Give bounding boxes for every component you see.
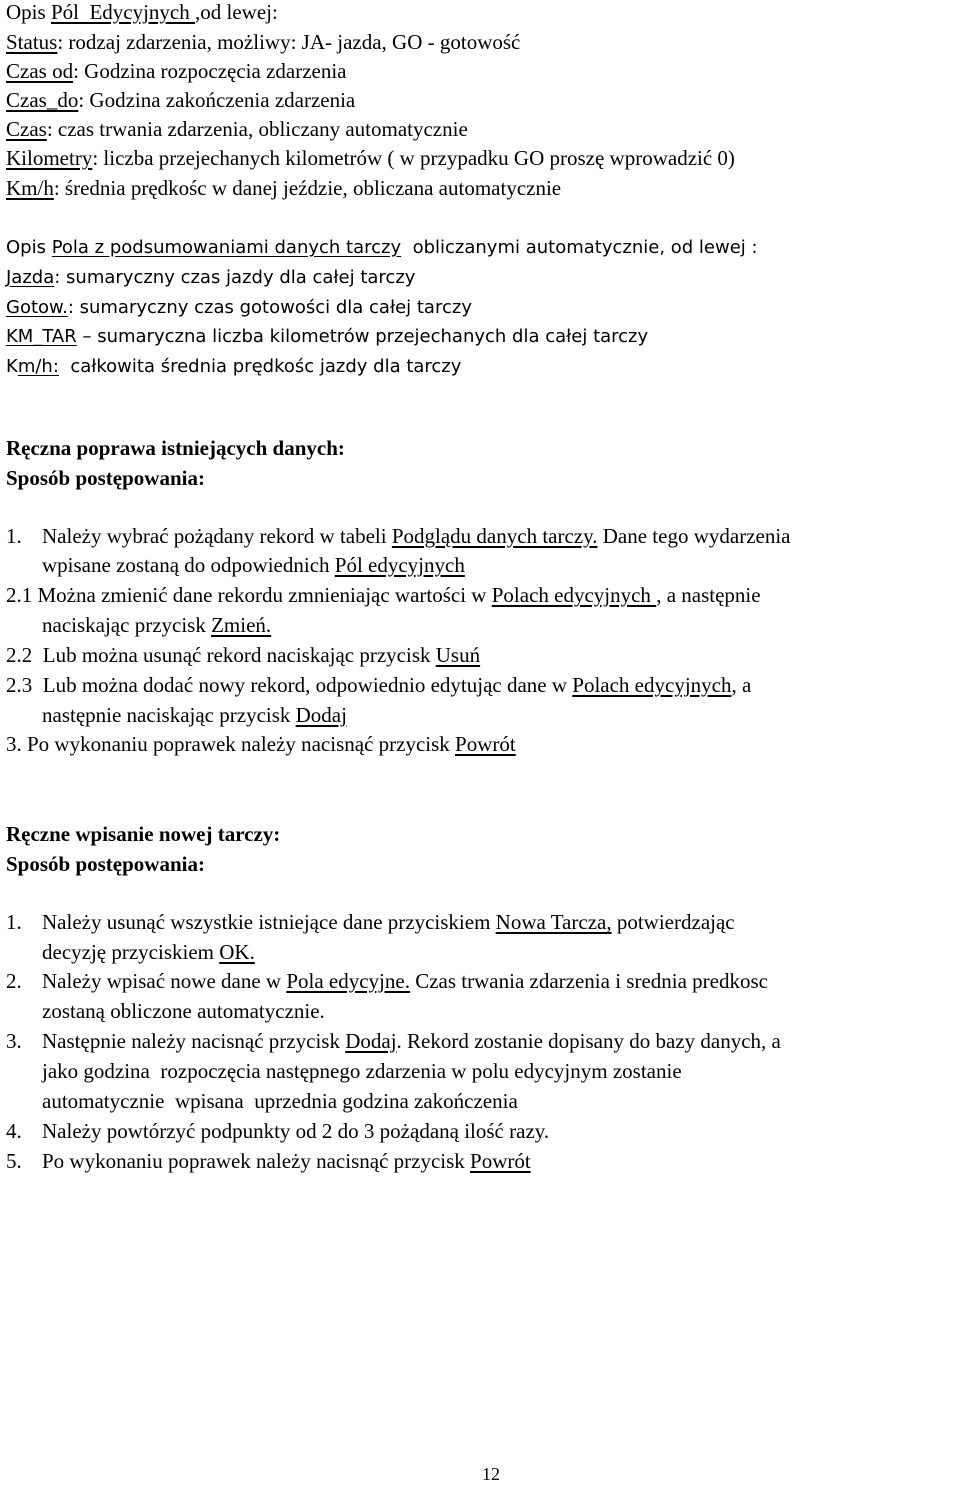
step-text: następnie naciskając przycisk: [42, 703, 296, 727]
step-text: 2.2 Lub można usunąć rekord naciskając przycisk: [6, 643, 436, 667]
item-5-line: [42, 1147, 531, 1175]
edit-fields-link[interactable]: Polach edycyjnych: [572, 673, 732, 697]
manual-fix-subtitle: Sposób postępowania:: [6, 466, 205, 490]
return-button-link[interactable]: Powrót: [470, 1149, 531, 1173]
step-text: 3. Po wykonaniu poprawek należy nacisnąć przycisk: [6, 732, 456, 756]
czas-do-description: : Godzina zakończenia zdarzenia: [78, 88, 356, 112]
jazda-line: [6, 264, 415, 292]
page-number: 12: [482, 1464, 500, 1484]
heading-text: obliczanymi automatycznie, od lewej :: [401, 237, 758, 258]
status-description: : rodzaj zdarzenia, możliwy: JA- jazda, GO - gotowość: [57, 30, 521, 54]
step-text: Należy wybrać pożądany rekord w tabeli: [42, 524, 392, 548]
add-button-link[interactable]: Dodaj: [345, 1029, 397, 1053]
item-1-line-2: [42, 938, 255, 966]
change-button-link[interactable]: Zmień.: [211, 613, 272, 637]
kmtar-line: [6, 323, 648, 351]
step-text: 2.1 Można zmienić dane rekordu zmnieniając wartości w: [6, 583, 492, 607]
ok-button-link[interactable]: OK.: [219, 940, 255, 964]
item-1-number: 1.: [6, 910, 22, 934]
edit-fields-link[interactable]: Pól edycyjnych: [334, 553, 465, 577]
kmtar-link[interactable]: KM_TAR: [6, 326, 77, 347]
czas-od-line: [6, 57, 347, 85]
item-5-number: 5.: [6, 1149, 22, 1173]
czas-od-description: : Godzina rozpoczęcia zdarzenia: [73, 59, 347, 83]
step-2-2-line: [6, 641, 480, 669]
czas-od-link[interactable]: Czas od: [6, 59, 74, 83]
item-text: decyzję przyciskiem: [42, 940, 220, 964]
kilometry-description: : liczba przejechanych kilometrów ( w przypadku GO proszę wprowadzić 0): [92, 146, 735, 170]
czas-line: [6, 115, 468, 143]
item-3-number: 3.: [6, 1029, 22, 1053]
item-2-line-1: [42, 967, 768, 995]
delete-button-link[interactable]: Usuń: [435, 643, 481, 667]
manual-fix-title: Ręczna poprawa istniejących danych:: [6, 436, 345, 460]
edit-fields-link[interactable]: Pola edycyjne.: [286, 969, 410, 993]
kmh-description: : średnia prędkośc w danej jeździe, obliczana automatycznie: [53, 176, 562, 200]
heading-text: Opis: [6, 0, 51, 24]
step-text: 2.3 Lub można dodać nowy rekord, odpowiednio edytując dane w: [6, 673, 573, 697]
czas-description: : czas trwania zdarzenia, obliczany automatycznie: [46, 117, 468, 141]
return-button-link[interactable]: Powrót: [455, 732, 516, 756]
new-disc-title: Ręczne wpisanie nowej tarczy:: [6, 822, 281, 846]
jazda-link[interactable]: Jazda: [6, 267, 55, 288]
item-text: potwierdzając: [611, 910, 735, 934]
item-text: Po wykonaniu poprawek należy nacisnąć przycisk: [42, 1149, 471, 1173]
item-text: Należy usunąć wszystkie istniejące dane przyciskiem: [42, 910, 496, 934]
step-text: Dane tego wydarzenia: [597, 524, 791, 548]
kmh-total-description: całkowita średnia prędkośc jazdy dla tarczy: [58, 356, 462, 377]
item-text: Czas trwania zdarzenia i srednia predkosc: [409, 969, 768, 993]
jazda-description: : sumaryczny czas jazdy dla całej tarczy: [54, 267, 416, 288]
step-2-3-line-1: [6, 671, 751, 699]
step-text: , a: [731, 673, 752, 697]
item-text: . Rekord zostanie dopisany do bazy danych, a: [396, 1029, 781, 1053]
item-text: Następnie należy nacisnąć przycisk: [42, 1029, 346, 1053]
summary-heading: [6, 234, 758, 262]
item-2-line-2: zostaną obliczone automatycznie.: [42, 999, 325, 1023]
heading-text: ,od lewej:: [195, 0, 278, 24]
summary-fields-link[interactable]: Pola z podsumowaniami danych tarczy: [51, 237, 402, 258]
step-1-line-1: [42, 522, 791, 550]
kmh-total-link[interactable]: m/h:: [17, 356, 59, 377]
step-1-number: 1.: [6, 524, 22, 548]
czas-link[interactable]: Czas: [6, 117, 47, 141]
kmh-link[interactable]: Km/h: [6, 176, 54, 200]
gotow-description: : sumaryczny czas gotowości dla całej tarczy: [67, 297, 472, 318]
item-text: Należy wpisać nowe dane w: [42, 969, 287, 993]
step-text: , a następnie: [656, 583, 761, 607]
step-2-1-line-1: [6, 581, 761, 609]
gotow-line: [6, 294, 472, 322]
preview-table-link[interactable]: Podglądu danych tarczy.: [391, 524, 598, 548]
edit-fields-link[interactable]: Polach edycyjnych: [491, 583, 657, 607]
status-line: [6, 28, 520, 56]
new-disc-subtitle: Sposób postępowania:: [6, 852, 205, 876]
new-disc-button-link[interactable]: Nowa Tarcza,: [495, 910, 612, 934]
kilometry-line: [6, 144, 735, 172]
czas-do-link[interactable]: Czas_do: [6, 88, 79, 112]
kmh-total-line: [6, 353, 461, 381]
fields-heading: [6, 0, 278, 26]
item-3-line-1: [42, 1027, 781, 1055]
step-text: wpisane zostaną do odpowiednich: [42, 553, 335, 577]
status-link[interactable]: Status: [6, 30, 58, 54]
edit-fields-link[interactable]: Pól Edycyjnych: [50, 0, 196, 24]
kmtar-description: – sumaryczna liczba kilometrów przejechanych dla całej tarczy: [76, 326, 649, 347]
kmh-total-letter: K: [6, 356, 18, 377]
item-4-number: 4.: [6, 1119, 22, 1143]
add-button-link[interactable]: Dodaj: [295, 703, 347, 727]
kmh-line: [6, 174, 561, 202]
step-1-line-2: [42, 551, 465, 579]
item-4-line: Należy powtórzyć podpunkty od 2 do 3 pożądaną ilość razy.: [42, 1119, 550, 1143]
kilometry-link[interactable]: Kilometry: [6, 146, 93, 170]
item-2-number: 2.: [6, 969, 22, 993]
step-2-1-line-2: [42, 611, 271, 639]
item-3-line-3: automatycznie wpisana uprzednia godzina zakończenia: [42, 1089, 518, 1113]
heading-text: Opis: [6, 237, 52, 258]
step-2-3-line-2: [42, 701, 347, 729]
gotow-link[interactable]: Gotow.: [6, 297, 68, 318]
item-3-line-2: jako godzina rozpoczęcia następnego zdarzenia w polu edycyjnym zostanie: [42, 1059, 682, 1083]
czas-do-line: [6, 86, 355, 114]
step-3-line: [6, 730, 516, 758]
step-text: naciskając przycisk: [42, 613, 212, 637]
item-1-line-1: [42, 908, 735, 936]
